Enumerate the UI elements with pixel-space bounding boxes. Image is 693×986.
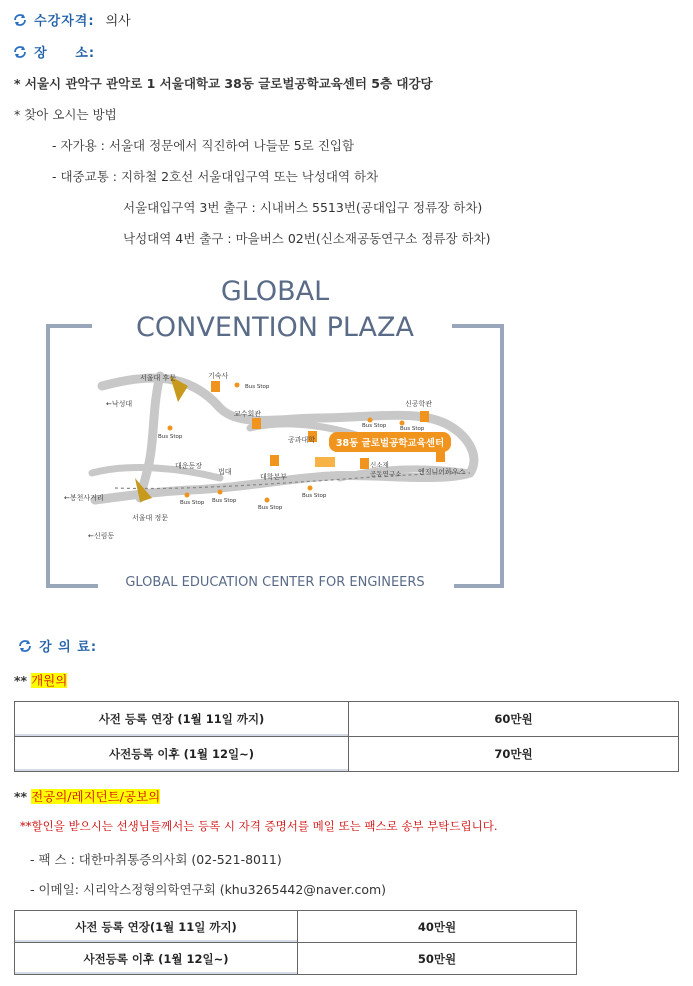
directions-transit: - 대중교통 : 지하철 2호선 서울대입구역 또는 낙성대역 하차 — [52, 169, 379, 184]
map-label-bus3: Bus Stop — [362, 423, 387, 429]
map-label-law: 법대 — [218, 468, 232, 476]
directions-title: * 찾아 오시는 방법 — [14, 107, 117, 122]
directions-exit4: 낙성대역 4번 출구 : 마을버스 02번(신소재공동연구소 정류장 하차) — [123, 231, 491, 246]
contact-fax: - 팩 스 : 대한마취통증의사회 (02-521-8011) — [30, 852, 282, 867]
map-label-sillim: ←신림동 — [88, 532, 115, 540]
map-label-bus5: Bus Stop — [180, 500, 205, 506]
map-label-materials2: 공동연구소 — [370, 470, 402, 478]
map-label-bus6: Bus Stop — [212, 498, 237, 504]
map-label-eng-hall: 신공학관 — [405, 400, 433, 408]
venue-label: 장 소: — [34, 46, 96, 61]
members-title: 개원의 — [31, 673, 68, 688]
map-label-lawn: 대운동장 — [175, 462, 203, 470]
qualification-value: 의사 — [105, 14, 131, 29]
map-title-line1: GLOBAL — [220, 276, 330, 307]
fee-price-cell: 60만원 — [349, 702, 679, 737]
venue-address: * 서울시 관악구 관악로 1 서울대학교 38동 글로벌공학교육센터 5층 대강당 — [14, 76, 433, 91]
map-footer: GLOBAL EDUCATION CENTER FOR ENGINEERS — [125, 575, 425, 590]
faculty-hall-building-icon — [252, 418, 261, 429]
map-label-faculty-hall: 교수회관 — [234, 410, 262, 418]
map-label-bus2: Bus Stop — [158, 434, 183, 440]
map-label-bus4: Bus Stop — [400, 426, 425, 432]
venue-header — [12, 42, 95, 61]
map-label-rear-gate: 서울대 후문 — [140, 374, 177, 382]
admin-building-icon — [270, 455, 279, 466]
map-label-materials: 신소재 — [370, 461, 389, 469]
map-label-admin: 대학본부 — [260, 473, 288, 481]
fee-period-cell: 사전등록 이후 (1월 12일~) — [15, 943, 298, 975]
members-heading — [14, 671, 67, 689]
residents-fee-table — [14, 910, 577, 975]
map-label-nakseongdae: ←낙성대 — [106, 400, 133, 408]
dorm-building-icon — [211, 381, 220, 392]
table-row — [15, 943, 577, 975]
fee-header — [17, 636, 97, 655]
residents-prefix: ** — [14, 789, 28, 804]
map-target-label: 38동 글로벌공학교육센터 — [335, 438, 445, 449]
campus-map — [40, 268, 510, 594]
contact-email: - 이메일: 시리악스정형의학연구회 (khu3265442@naver.com) — [30, 882, 387, 897]
map-label-engineer-house: 엔지니어하우스 — [418, 468, 466, 476]
eng-hall-building-icon — [420, 411, 429, 422]
map-label-bongcheon: ←봉천사거리 — [64, 494, 104, 502]
discount-note: **할인을 받으시는 선생님들께서는 등록 시 자격 증명서를 메일 또는 팩스로 송부 부탁드립니다. — [20, 819, 498, 833]
fee-period-cell: 사전 등록 연장 (1월 11일 까지) — [15, 702, 349, 737]
fee-price-cell: 40만원 — [298, 911, 577, 943]
map-title-line2: CONVENTION PLAZA — [136, 312, 414, 343]
map-label-eng-college: 공과대학 — [288, 436, 316, 444]
qualification-row — [12, 10, 131, 29]
table-row — [15, 702, 679, 737]
members-fee-table — [14, 701, 679, 772]
map-label-dorm: 기숙사 — [208, 372, 229, 380]
table-row — [15, 737, 679, 772]
materials-building-icon — [360, 458, 369, 469]
map-frame-left — [48, 326, 98, 586]
map-label-bus1: Bus Stop — [245, 384, 270, 390]
qualification-label: 수강자격: — [34, 14, 95, 29]
refresh-icon — [17, 638, 33, 654]
fee-label: 강 의 료: — [39, 640, 98, 655]
map-label-main-gate: 서울대 정문 — [132, 514, 169, 522]
engineer-house-building-icon — [436, 451, 445, 462]
fee-price-cell: 50만원 — [298, 943, 577, 975]
fee-price-cell: 70만원 — [349, 737, 679, 772]
table-row — [15, 911, 577, 943]
target-building-icon — [315, 457, 335, 467]
members-prefix: ** — [14, 673, 28, 688]
map-label-bus8: Bus Stop — [302, 493, 327, 499]
fee-period-cell: 사전 등록 연장(1월 11일 까지) — [15, 911, 298, 943]
residents-heading — [14, 787, 160, 805]
directions-exit3: 서울대입구역 3번 출구 : 시내버스 5513번(공대입구 정류장 하차) — [123, 200, 483, 215]
directions-car: - 자가용 : 서울대 정문에서 직진하여 나들문 5로 진입함 — [52, 138, 355, 153]
refresh-icon — [12, 44, 28, 60]
refresh-icon — [12, 12, 28, 28]
residents-title: 전공의/레지던트/공보의 — [31, 789, 161, 804]
fee-period-cell: 사전등록 이후 (1월 12일~) — [15, 737, 349, 772]
map-label-bus7: Bus Stop — [258, 505, 283, 511]
